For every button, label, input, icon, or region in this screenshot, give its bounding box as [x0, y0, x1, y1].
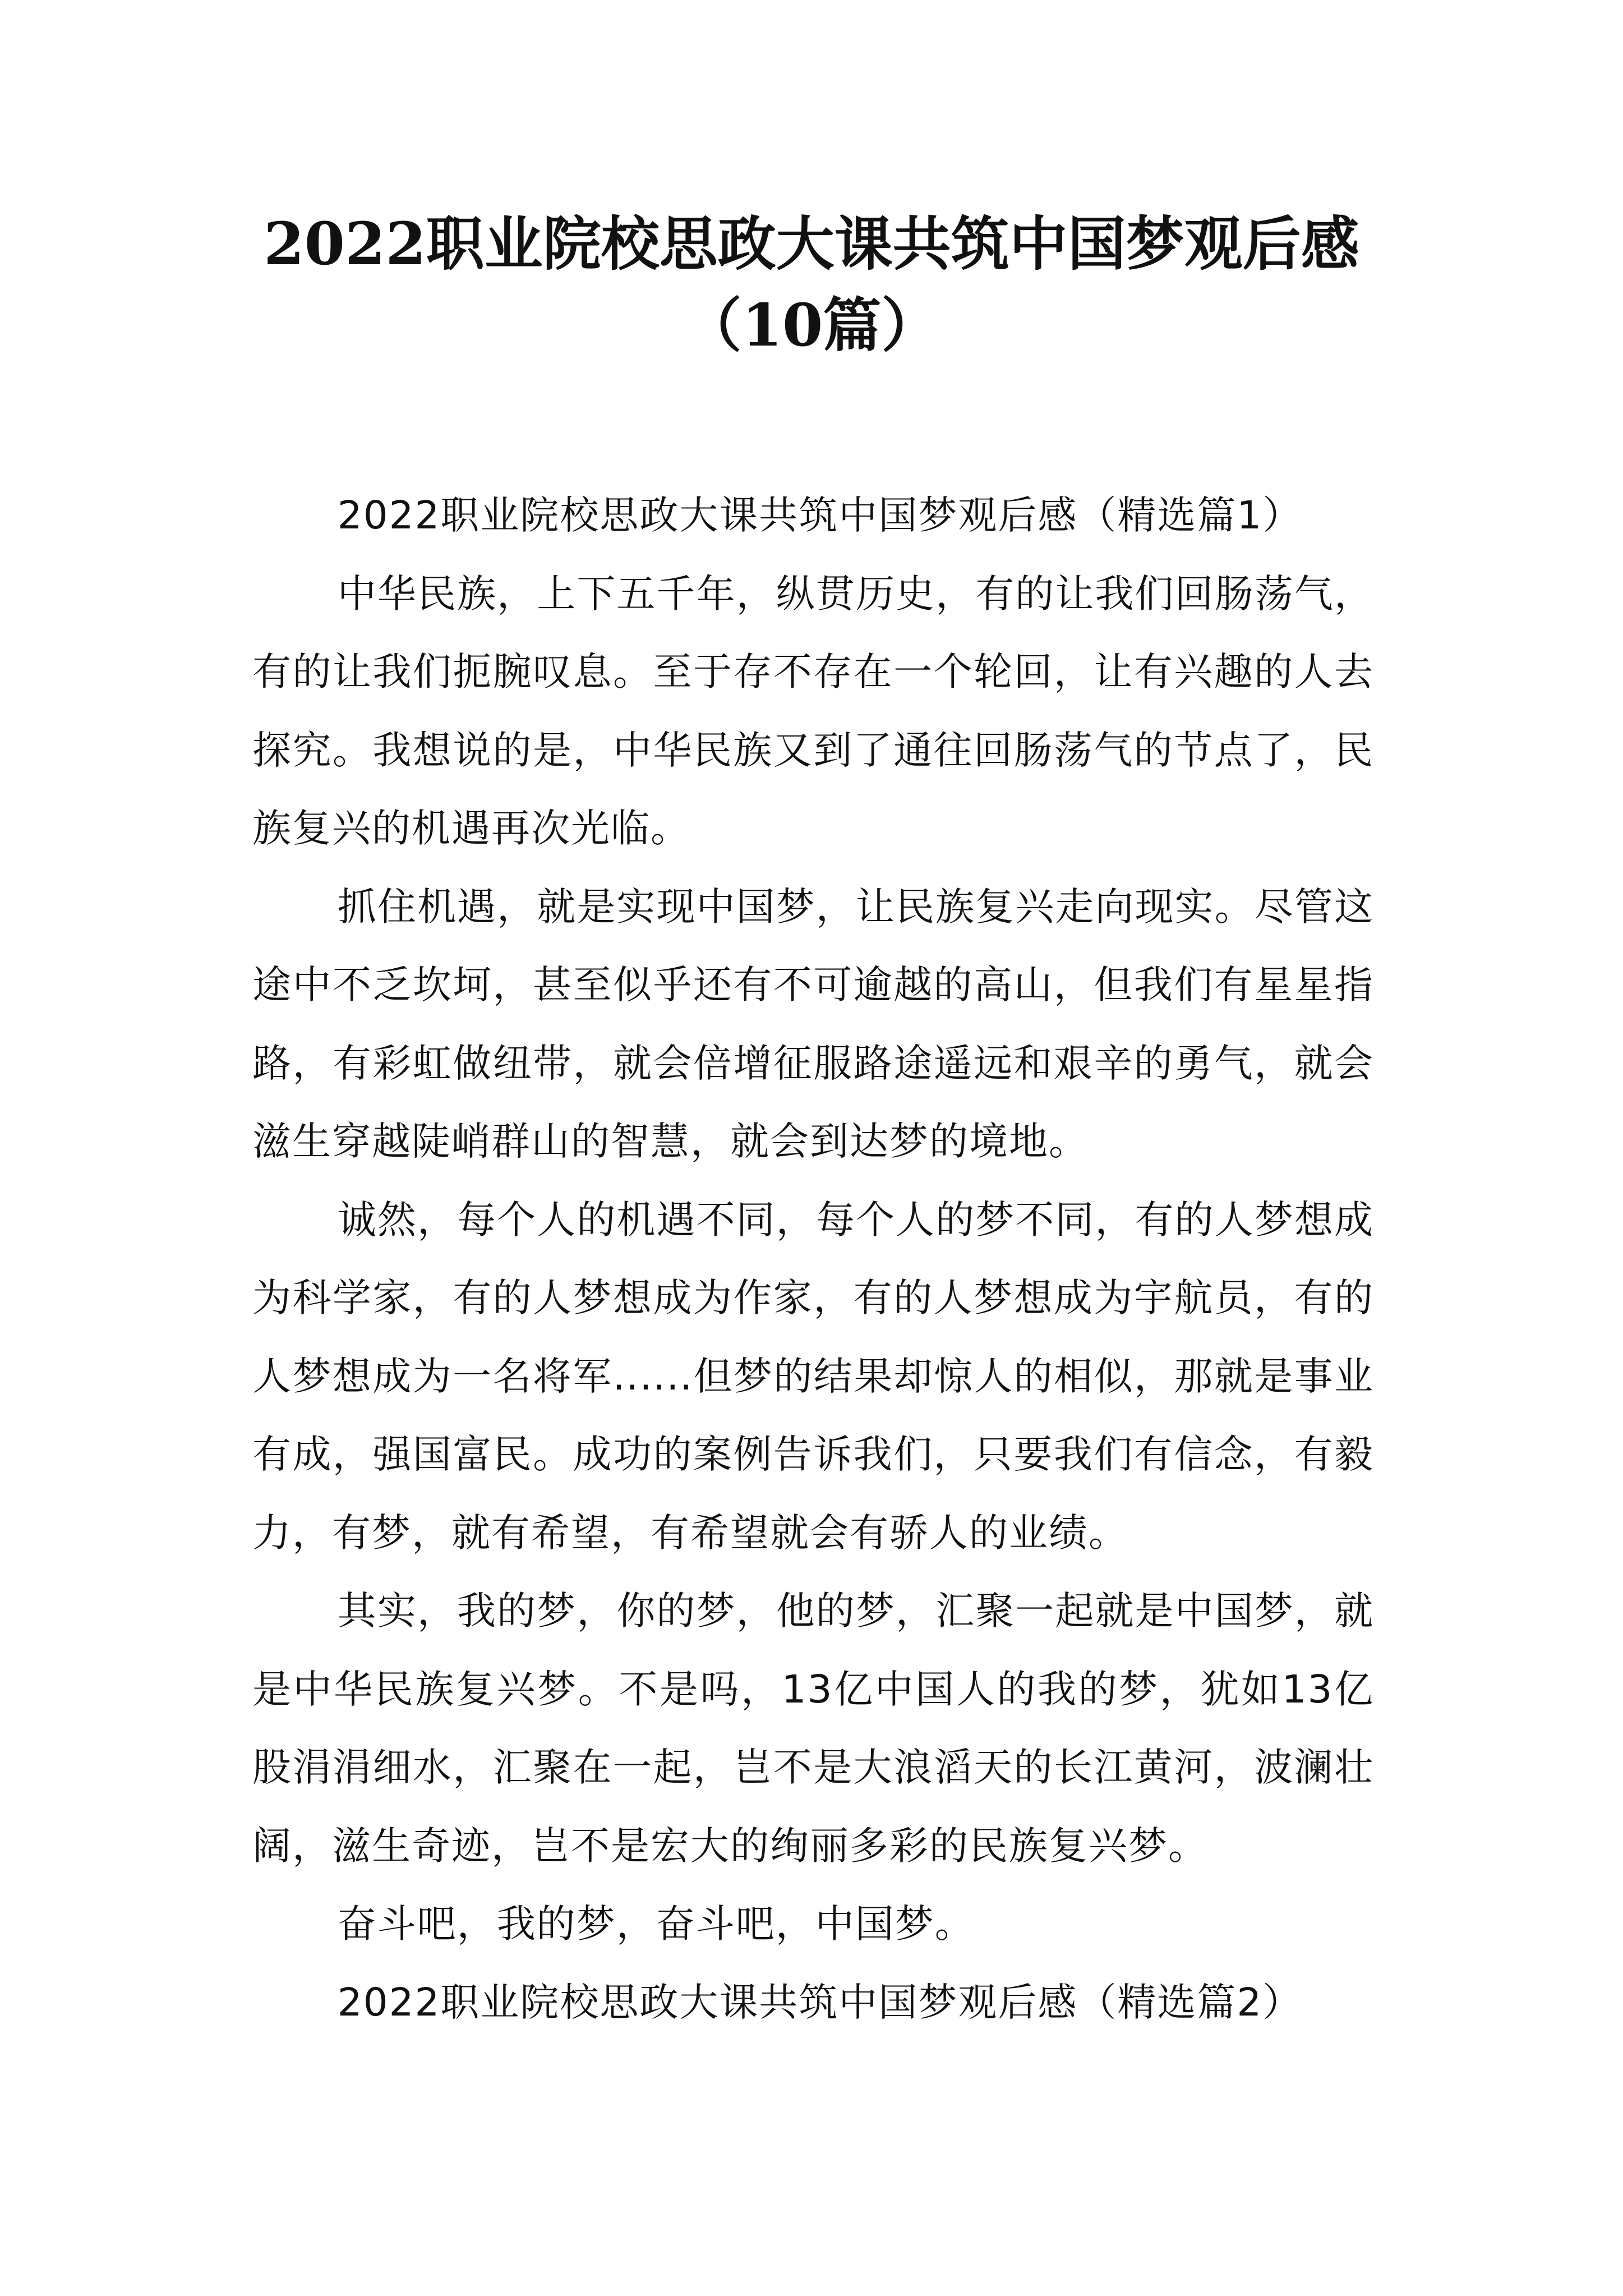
section-heading-2: 2022职业院校思政大课共筑中国梦观后感（精选篇2） — [337, 1980, 1303, 2025]
document-title-line-1: 2022职业院校思政大课共筑中国梦观后感 — [264, 209, 1359, 278]
body-paragraph-5: 奋斗吧，我的梦，奋斗吧，中国梦。 — [337, 1902, 975, 1947]
body-paragraph-2: 抓住机遇，就是实现中国梦，让民族复兴走向现实。尽管这途中不乏坎坷，甚至似乎还有不可逾越的高山，但我们有星星指路，有彩虹做纽带，就会倍增征服路途遥远和艰辛的勇气，就会滋生穿越陡峭群山的智慧，就会到达梦的境地。 — [252, 884, 1374, 1164]
section-heading-1: 2022职业院校思政大课共筑中国梦观后感（精选篇1） — [337, 493, 1303, 538]
body-paragraph-1: 中华民族，上下五千年，纵贯历史，有的让我们回肠荡气，有的让我们扼腕叹息。至于存不存在一个轮回，让有兴趣的人去探究。我想说的是，中华民族又到了通往回肠荡气的节点了，民族复兴的机遇再次光临。 — [252, 571, 1374, 851]
document-body — [252, 477, 1374, 2042]
body-paragraph-3: 诚然，每个人的机遇不同，每个人的梦不同，有的人梦想成为科学家，有的人梦想成为作家，有的人梦想成为宇航员，有的人梦想成为一名将军......但梦的结果却惊人的相似，那就是事业有成，强国富民。成功的案例告诉我们，只要我们有信念，有毅力，有梦，就有希望，有希望就会有骄人的业绩。 — [252, 1197, 1374, 1556]
body-paragraph-4: 其实，我的梦，你的梦，他的梦，汇聚一起就是中国梦，就是中华民族复兴梦。不是吗，13亿中国人的我的梦，犹如13亿股涓涓细水，汇聚在一起，岂不是大浪滔天的长江黄河，波澜壮阔，滋生奇迹，岂不是宏大的绚丽多彩的民族复兴梦。 — [252, 1589, 1374, 1869]
document-title-line-2: （10篇） — [683, 291, 940, 360]
